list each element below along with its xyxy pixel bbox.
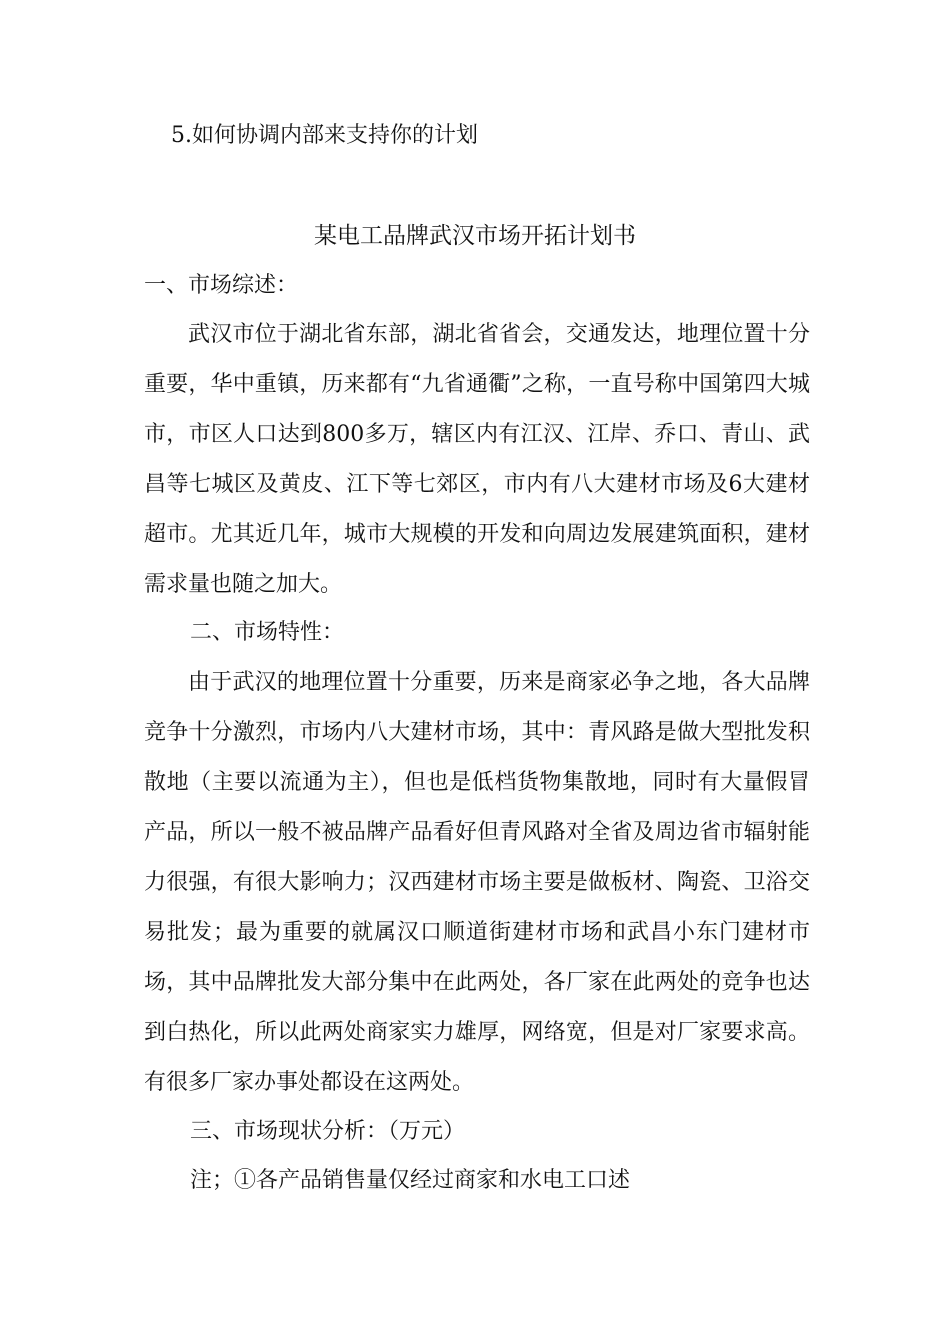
section-heading-market-characteristics: 二、市场特性： — [190, 620, 345, 645]
section-heading-market-overview: 一、市场综述： — [144, 273, 299, 298]
list-item-coordinate-internal: 5.如何协调内部来支持你的计划 — [171, 123, 478, 148]
paragraph-market-characteristics: 由于武汉的地理位置十分重要，历来是商家必争之地，各大品牌竞争十分激烈，市场内八大建材市场，其中：青风路是做大型批发积散地（主要以流通为主），但也是低档货物集散地，同时有大量假冒产品，所以一般不被品牌产品看好但青风路对全省及周边省市辐射能力很强，有很大影响力；汉西建材市场主要是做板材、陶瓷、卫浴交易批发；最为重要的就属汉口顺道街建材市场和武昌小东门建材市场，其中品牌批发大部分集中在此两处，各厂家在此两处的竞争也达到白热化，所以此两处商家实力雄厚，网络宽，但是对厂家要求高。有很多厂家办事处都设在这两处。 — [144, 670, 810, 1095]
note-text: 注；①各产品销售量仅经过商家和水电工口述 — [190, 1168, 631, 1193]
section-heading-market-status: 三、市场现状分析：（万元） — [190, 1119, 466, 1144]
paragraph-market-overview: 武汉市位于湖北省东部，湖北省省会，交通发达，地理位置十分重要，华中重镇，历来都有“九省通衢”之称，一直号称中国第四大城市，市区人口达到800多万，辖区内有江汉、江岸、乔口、青山、武昌等七城区及黄皮、江下等七郊区，市内有八大建材市场及6大建材超市。尤其近几年，城市大规模的开发和向周边发展建筑面积，建材需求量也随之加大。 — [144, 322, 810, 597]
document-title: 某电工品牌武汉市场开拓计划书 — [314, 223, 636, 249]
